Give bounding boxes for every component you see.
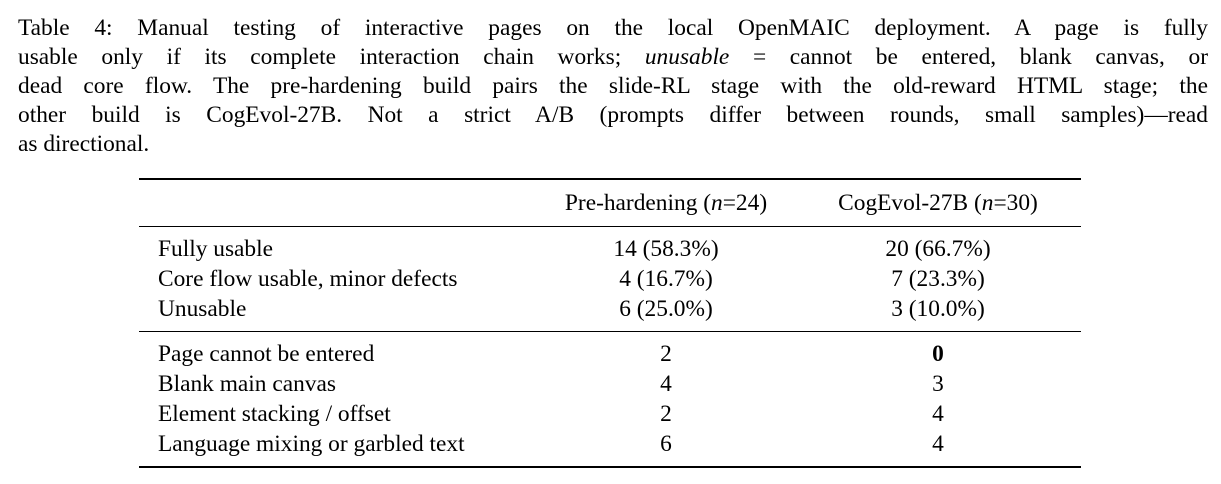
pre-hardening-value: 6 — [660, 431, 672, 457]
table-row — [139, 294, 1081, 332]
header-pre-label: Pre-hardening ( — [564, 189, 712, 216]
table-row — [139, 369, 1081, 399]
header-cog-count: =30) — [993, 189, 1038, 216]
usability-group — [139, 227, 1081, 332]
failure-mode-group — [139, 332, 1081, 468]
table-row — [139, 399, 1081, 429]
pre-hardening-value: 2 — [660, 401, 672, 427]
row-label: Language mixing or garbled text — [158, 431, 465, 457]
table-row — [139, 429, 1081, 467]
header-row — [139, 179, 1081, 227]
pre-hardening-value: 4 (16.7%) — [619, 266, 713, 292]
cogevol-value: 4 — [932, 431, 944, 457]
table-caption — [18, 14, 1208, 159]
pre-hardening-value: 6 (25.0%) — [619, 296, 713, 322]
row-label: Element stacking / offset — [158, 401, 391, 427]
caption-line-1: Table 4: Manual testing of interactive pages on the local OpenMAIC deployment. A page is fully — [18, 15, 1208, 41]
cogevol-value: 7 (23.3%) — [891, 266, 985, 292]
cogevol-value: 4 — [932, 401, 944, 427]
header-cogevol — [795, 179, 1081, 227]
row-label: Core flow usable, minor defects — [158, 266, 458, 292]
header-pre-hardening — [537, 179, 795, 227]
pre-hardening-value: 4 — [660, 371, 672, 397]
caption-line-2 — [18, 43, 1208, 72]
caption-line-2-pre: usable only if its complete interaction chain works; — [18, 44, 645, 70]
cogevol-value: 3 (10.0%) — [891, 296, 985, 322]
pre-hardening-value: 2 — [660, 341, 672, 367]
cogevol-value: 0 — [932, 341, 944, 367]
row-label: Unusable — [158, 296, 247, 322]
table-row — [139, 227, 1081, 265]
caption-line-5: as directional. — [18, 131, 150, 157]
header-pre-n: n — [711, 189, 723, 216]
row-label: Fully usable — [158, 236, 274, 262]
caption-unusable-term: unusable — [644, 44, 730, 70]
row-label: Blank main canvas — [158, 371, 336, 397]
header-pre-count: =24) — [722, 189, 768, 216]
cogevol-value: 3 — [932, 371, 944, 397]
header-cog-label: CogEvol-27B ( — [838, 189, 982, 216]
pre-hardening-value: 14 (58.3%) — [613, 236, 719, 262]
header-empty-cell — [139, 179, 537, 227]
table-row — [139, 264, 1081, 294]
header-cog-n: n — [981, 189, 994, 216]
caption-line-2-post: = cannot be entered, blank canvas, or — [729, 44, 1208, 70]
caption-line-3: dead core flow. The pre-hardening build pairs the slide-RL stage with the old-reward HTML stage; the — [18, 73, 1208, 99]
cogevol-value: 20 (66.7%) — [885, 236, 991, 262]
results-table — [139, 178, 1081, 468]
table-row — [139, 332, 1081, 370]
row-label: Page cannot be entered — [158, 341, 375, 367]
results-table-wrap — [139, 178, 1081, 468]
caption-line-4: other build is CogEvol-27B. Not a strict A/B (prompts differ between rounds, small samples)—read — [18, 102, 1208, 128]
